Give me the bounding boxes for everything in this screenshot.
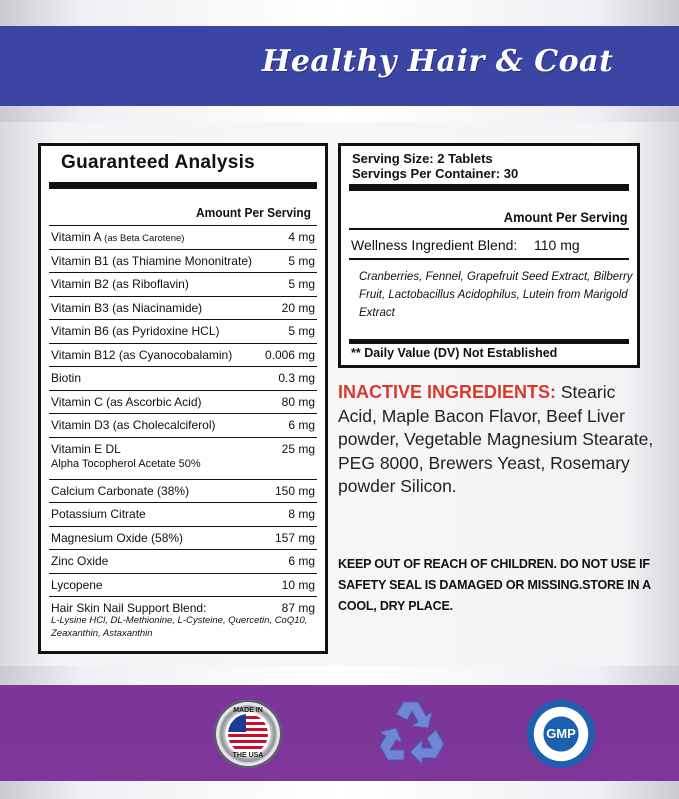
thick-divider	[349, 184, 629, 191]
blend-ingredients: Cranberries, Fennel, Grapefruit Seed Extract, Bilberry Fruit, Lactobacillus Acidophilus, Lutein from Marigold Extract	[359, 271, 633, 319]
thick-divider	[349, 339, 629, 344]
inactive-text: Stearic Acid, Maple Bacon Flavor, Beef Liver powder, Vegetable Magnesium Stearate, PEG 8000, Brewers Yeast, Rosemary powder Silicon.	[338, 382, 654, 496]
serving-panel	[338, 143, 640, 368]
nutrient-name-text: Hair Skin Nail Support Blend:	[51, 601, 207, 615]
nutrient-name-text: Vitamin E DL	[51, 441, 121, 456]
nutrient-row	[49, 502, 317, 526]
nutrient-name-text: Vitamin C (as Ascorbic Acid)	[51, 394, 202, 409]
nutrient-amount: 150 mg	[274, 483, 315, 498]
nutrient-amount: 10 mg	[281, 577, 315, 592]
nutrient-amount: 0.3 mg	[278, 371, 315, 385]
nutrient-name-text: Vitamin A	[51, 230, 105, 244]
nutrient-name-text: Vitamin B1 (as Thiamine Mononitrate)	[51, 253, 252, 268]
amount-per-serving-header: Amount Per Serving	[196, 205, 311, 220]
nutrient-row	[49, 413, 317, 437]
nutrient-name	[51, 480, 189, 502]
nutrient-name-text: Lycopene	[51, 577, 103, 592]
nutrient-name	[51, 574, 103, 596]
warning-text: KEEP OUT OF REACH OF CHILDREN. DO NOT USE IF SAFETY SEAL IS DAMAGED OR MISSING.STORE IN A COOL, DRY PLACE.	[338, 557, 651, 613]
badge-top-text: MADE IN	[233, 707, 263, 714]
nutrient-name	[51, 320, 220, 342]
divider	[349, 228, 629, 230]
nutrient-row	[49, 296, 317, 320]
nutrient-name	[51, 414, 216, 436]
nutrient-amount: 157 mg	[274, 530, 315, 545]
nutrient-row	[49, 549, 317, 573]
guaranteed-analysis-title: Guaranteed Analysis	[61, 152, 256, 173]
nutrient-row	[49, 596, 317, 650]
nutrient-name	[51, 273, 189, 295]
nutrient-row	[49, 526, 317, 550]
nutrient-name-text: Potassium Citrate	[51, 507, 146, 521]
nutrient-row	[49, 437, 317, 479]
inactive-label: INACTIVE INGREDIENTS:	[338, 382, 557, 402]
nutrient-amount: 6 mg	[288, 418, 315, 432]
nutrient-table	[49, 225, 317, 650]
nutrient-name	[51, 391, 202, 413]
nutrient-amount: 8 mg	[288, 507, 315, 521]
nutrient-amount: 20 mg	[281, 300, 315, 315]
divider	[349, 258, 629, 260]
nutrient-name-text: Vitamin D3 (as Cholecalciferol)	[51, 418, 216, 432]
nutrient-amount: 4 mg	[288, 230, 315, 244]
nutrient-detail: (as Beta Carotene)	[104, 233, 185, 244]
nutrient-name-text: Biotin	[51, 371, 82, 385]
nutrient-row	[49, 573, 317, 597]
nutrient-name-text: Vitamin B12 (as Cyanocobalamin)	[51, 347, 233, 362]
nutrient-name-text: Vitamin B2 (as Riboflavin)	[51, 277, 189, 291]
nutrient-name-text: Magnesium Oxide (58%)	[51, 530, 184, 545]
nutrient-amount: 5 mg	[288, 277, 315, 291]
nutrient-amount: 5 mg	[288, 253, 315, 268]
nutrient-row	[49, 272, 317, 296]
nutrient-row	[49, 249, 317, 273]
badge-bottom-text: THE USA	[232, 752, 264, 759]
nutrient-name-text: Zinc Oxide	[51, 554, 109, 568]
nutrient-row	[49, 343, 317, 367]
header-title: Healthy Hair & Coat	[262, 44, 614, 79]
nutrient-name-text: Vitamin B6 (as Pyridoxine HCL)	[51, 324, 220, 338]
nutrient-name	[51, 527, 183, 549]
inactive-ingredients	[338, 381, 658, 499]
gmp-badge-icon	[527, 700, 595, 768]
nutrient-name	[51, 503, 146, 525]
nutrient-name	[51, 226, 184, 250]
nutrient-name	[51, 297, 202, 319]
blend-amount: 110 mg	[534, 237, 580, 253]
nutrient-row	[49, 479, 317, 503]
nutrient-row	[49, 366, 317, 390]
nutrient-row	[49, 225, 317, 249]
blend-sub-ingredients: L-Lysine HCl, DL-Methionine, L-Cysteine, Quercetin, CoQ10, Zeaxanthin, Astaxanthin	[51, 615, 308, 639]
gmp-text: GMP	[546, 726, 576, 741]
header-banner	[0, 26, 679, 106]
nutrient-amount: 87 mg	[281, 601, 315, 615]
blend-name: Wellness Ingredient Blend:	[351, 237, 518, 253]
nutrient-row	[49, 390, 317, 414]
nutrient-name-text: Calcium Carbonate (38%)	[51, 483, 190, 498]
servings-per-container: Servings Per Container: 30	[352, 166, 519, 181]
nutrient-amount: 25 mg	[281, 441, 315, 456]
recycle-icon	[374, 694, 452, 772]
amount-per-serving-header: Amount Per Serving	[504, 209, 628, 225]
nutrient-amount: 0.006 mg	[264, 347, 315, 362]
nutrient-name-line2: Alpha Tocopherol Acetate 50%	[51, 457, 201, 470]
nutrient-row	[49, 319, 317, 343]
nutrient-amount: 80 mg	[281, 394, 315, 409]
serving-size: Serving Size: 2 Tablets	[352, 151, 493, 166]
guaranteed-analysis-panel	[38, 143, 328, 654]
nutrient-name	[51, 367, 81, 389]
nutrient-amount: 5 mg	[288, 324, 315, 338]
nutrient-name	[51, 250, 252, 272]
made-in-usa-badge-icon	[214, 700, 282, 768]
thick-divider	[49, 182, 317, 189]
nutrient-name-text: Vitamin B3 (as Niacinamide)	[51, 300, 203, 315]
nutrient-amount: 6 mg	[288, 554, 315, 568]
daily-value-note: ** Daily Value (DV) Not Established	[351, 346, 558, 360]
nutrient-name	[51, 344, 232, 366]
nutrient-name	[51, 550, 108, 572]
